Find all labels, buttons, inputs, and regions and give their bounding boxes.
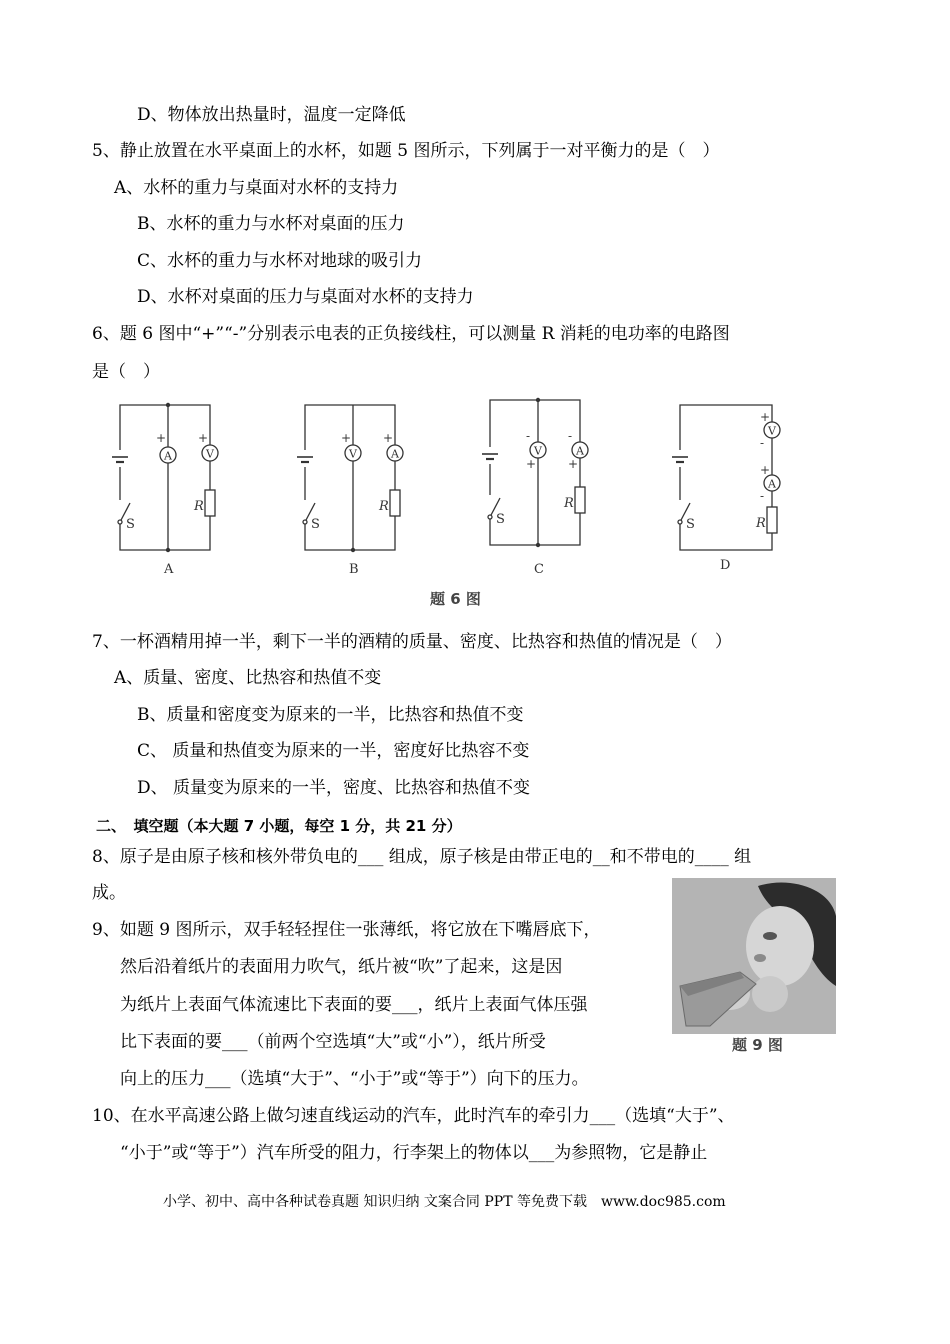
junction-dot	[536, 398, 540, 402]
circuit-label-a: A	[164, 562, 174, 577]
circuit-label-c: C	[534, 562, 544, 577]
ammeter-label: A	[391, 447, 399, 461]
figure-9-photo	[670, 876, 838, 1054]
resistor	[575, 487, 585, 513]
switch-label: S	[686, 517, 695, 532]
q5-option-a: A、水杯的重力与桌面对水杯的支持力	[114, 178, 399, 198]
circuit-b	[297, 405, 403, 577]
q8-line1: 8、原子是由原子核和核外带负电的___ 组成，原子核是由带正电的__和不带电的____ 组	[92, 847, 752, 867]
circuit-a	[112, 403, 218, 577]
resistor	[767, 507, 777, 533]
plus-sign: +	[568, 457, 579, 471]
voltmeter-label: V	[206, 447, 214, 461]
minus-sign: -	[526, 429, 531, 443]
q10-line2: “小于”或“等于”）汽车所受的阻力，行李架上的物体以___为参照物，它是静止	[120, 1143, 708, 1163]
minus-sign: -	[760, 436, 765, 450]
circuit-label-d: D	[720, 558, 731, 573]
right-hand-shape	[752, 976, 788, 1012]
section-2-heading: 二、 填空题（本大题 7 小题，每空 1 分，共 21 分）	[96, 817, 462, 835]
q7-option-c: C、 质量和热值变为原来的一半，密度好比热容不变	[137, 741, 530, 761]
figure-9-caption: 题 9 图	[732, 1036, 783, 1054]
circuit-d	[672, 405, 780, 573]
switch-label: S	[126, 517, 135, 532]
ammeter-label: A	[164, 449, 172, 463]
q10-line1: 10、在水平高速公路上做匀速直线运动的汽车，此时汽车的牵引力___（选填“大于”、	[92, 1106, 735, 1126]
q6-stem-line1: 6、题 6 图中“+”“-”分别表示电表的正负接线柱，可以测量 R 消耗的电功率的电路图	[92, 324, 730, 344]
ammeter-label: A	[576, 444, 584, 458]
circuit-label-b: B	[349, 562, 359, 577]
switch-label: S	[311, 517, 320, 532]
q6-stem-line2: 是（ ）	[92, 362, 160, 382]
voltmeter-label: V	[349, 447, 357, 461]
plus-sign: +	[383, 431, 394, 445]
junction-dot	[536, 543, 540, 547]
q5-option-b: B、水杯的重力与水杯对桌面的压力	[137, 214, 405, 234]
q5-option-c: C、水杯的重力与水杯对地球的吸引力	[137, 251, 423, 271]
plus-sign: +	[156, 431, 167, 445]
plus-sign: +	[198, 431, 209, 445]
q5-stem: 5、静止放置在水平桌面上的水杯，如题 5 图所示，下列属于一对平衡力的是（ ）	[92, 141, 720, 161]
plus-sign: +	[341, 431, 352, 445]
resistor-label: R	[194, 499, 204, 514]
q7-option-d: D、 质量变为原来的一半，密度、比热容和热值不变	[137, 778, 531, 798]
resistor-label: R	[379, 499, 389, 514]
minus-sign: -	[760, 489, 765, 503]
q7-option-a: A、质量、密度、比热容和热值不变	[114, 668, 382, 688]
minus-sign: -	[568, 429, 573, 443]
q9-line5: 向上的压力___（选填“大于”、“小于”或“等于”）向下的压力。	[120, 1069, 589, 1089]
q4-option-d: D、物体放出热量时，温度一定降低	[137, 105, 406, 125]
resistor-label: R	[564, 496, 574, 511]
plus-sign: +	[760, 463, 771, 477]
resistor-label: R	[756, 516, 766, 531]
junction-dot	[351, 548, 355, 552]
junction-dot	[166, 548, 170, 552]
q9-line3: 为纸片上表面气体流速比下表面的要___，纸片上表面气体压强	[120, 995, 588, 1015]
q9-line2: 然后沿着纸片的表面用力吹气，纸片被“吹”了起来，这是因	[120, 957, 563, 977]
q8-line2: 成。	[92, 883, 126, 903]
resistor	[205, 490, 215, 516]
eye-shape	[763, 932, 777, 940]
voltmeter-label: V	[768, 424, 776, 438]
page-footer: 小学、初中、高中各种试卷真题 知识归纳 文案合同 PPT 等免费下载 www.doc985.com	[163, 1194, 726, 1210]
plus-sign: +	[526, 457, 537, 471]
figure-6-caption: 题 6 图	[430, 590, 481, 608]
face-shape	[746, 906, 814, 986]
q9-line4: 比下表面的要___（前两个空选填“大”或“小”），纸片所受	[120, 1032, 546, 1052]
ammeter-label: A	[768, 477, 776, 491]
figure-6-circuits	[90, 395, 830, 617]
junction-dot	[166, 403, 170, 407]
q9-line1: 9、如题 9 图所示，双手轻轻捏住一张薄纸，将它放在下嘴唇底下，	[92, 920, 601, 940]
switch-label: S	[496, 512, 505, 527]
circuit-c	[482, 398, 588, 577]
q7-stem: 7、一杯酒精用掉一半，剩下一半的酒精的质量、密度、比热容和热值的情况是（ ）	[92, 632, 732, 652]
voltmeter-label: V	[534, 444, 542, 458]
q7-option-b: B、质量和密度变为原来的一半，比热容和热值不变	[137, 705, 524, 725]
q5-option-d: D、水杯对桌面的压力与桌面对水杯的支持力	[137, 287, 474, 307]
plus-sign: +	[760, 410, 771, 424]
resistor	[390, 490, 400, 516]
